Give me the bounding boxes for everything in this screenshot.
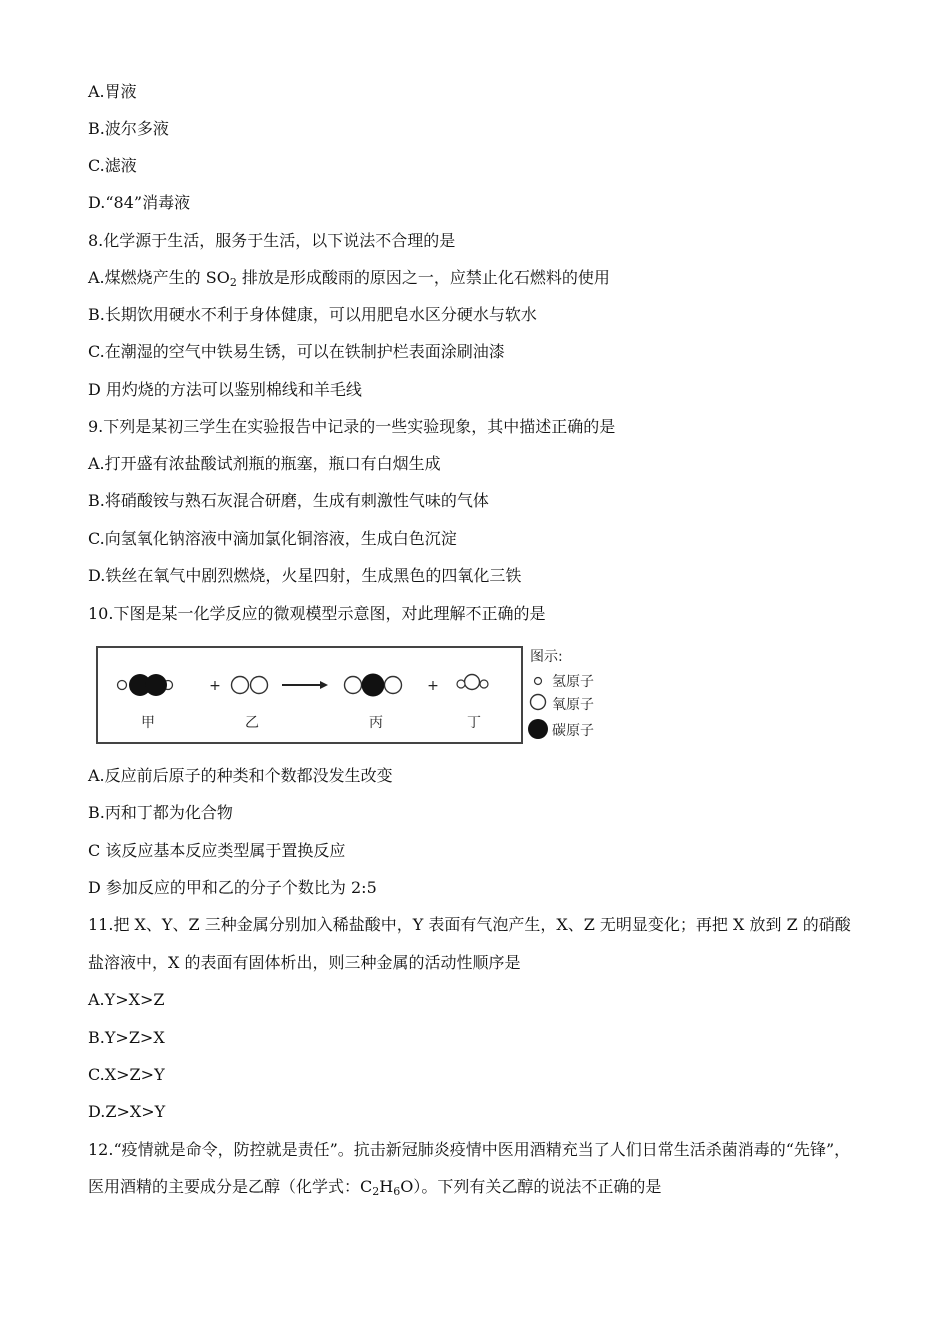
molecule-yi — [232, 677, 268, 694]
question-11-stem-line1: 11.把 X、Y、Z 三种金属分别加入稀盐酸中，Y 表面有气泡产生，X、Z 无明显变化；再把 X 放到 Z 的硝酸 — [88, 915, 851, 934]
legend-carbon-icon — [528, 719, 548, 739]
legend-carbon: 碳原子 — [552, 723, 594, 739]
legend-hydrogen-icon — [535, 678, 542, 685]
diagram-frame — [97, 647, 522, 743]
plus-2: + — [427, 678, 439, 694]
label-ding: 丁 — [467, 715, 481, 731]
option-10c: C 该反应基本反应类型属于置换反应 — [88, 841, 346, 860]
molecule-bing — [345, 674, 402, 697]
molecule-ding — [457, 675, 488, 690]
option-8c: C.在潮湿的空气中铁易生锈，可以在铁制护栏表面涂刷油漆 — [88, 342, 505, 361]
option-8d: D 用灼烧的方法可以鉴别棉线和羊毛线 — [88, 380, 362, 399]
q12-line2-pre: 医用酒精的主要成分是乙醇（化学式：C — [88, 1177, 373, 1196]
label-jia: 甲 — [141, 715, 155, 731]
option-11a: A.Y>X>Z — [88, 990, 165, 1009]
option-9c: C.向氢氧化钠溶液中滴加氯化铜溶液，生成白色沉淀 — [88, 529, 457, 548]
question-10-stem: 10.下图是某一化学反应的微观模型示意图，对此理解不正确的是 — [88, 604, 546, 623]
option-8b: B.长期饮用硬水不利于身体健康，可以用肥皂水区分硬水与软水 — [88, 305, 537, 324]
question-12-stem-line2 — [88, 1177, 661, 1197]
q12-sub-2: 2 — [372, 1185, 380, 1198]
reaction-arrow — [282, 681, 328, 689]
reaction-diagram — [96, 645, 616, 745]
molecule-jia — [118, 674, 173, 696]
option-9b: B.将硝酸铵与熟石灰混合研磨，生成有刺激性气味的气体 — [88, 491, 489, 510]
option-7c: C.滤液 — [88, 156, 137, 175]
option-7d: D.“84”消毒液 — [88, 193, 191, 212]
option-8a — [88, 268, 610, 288]
option-10b: B.丙和丁都为化合物 — [88, 803, 233, 822]
q12-line2-post: O）。下列有关乙醇的说法不正确的是 — [400, 1177, 662, 1196]
option-11b: B.Y>Z>X — [88, 1028, 165, 1047]
question-12-stem-line1: 12.“疫情就是命令，防控就是责任”。抗击新冠肺炎疫情中医用酒精充当了人们日常生活杀菌消毒的“先锋”， — [88, 1140, 851, 1159]
option-11c: C.X>Z>Y — [88, 1065, 165, 1084]
option-7a: A.胃液 — [88, 82, 137, 101]
question-11-stem-line2: 盐溶液中，X 的表面有固体析出，则三种金属的活动性顺序是 — [88, 953, 521, 972]
question-8-stem: 8.化学源于生活，服务于生活，以下说法不合理的是 — [88, 231, 456, 250]
option-8a-post: 排放是形成酸雨的原因之一，应禁止化石燃料的使用 — [236, 268, 610, 287]
option-10d: D 参加反应的甲和乙的分子个数比为 2:5 — [88, 878, 377, 897]
option-7b: B.波尔多液 — [88, 119, 169, 138]
plus-1: + — [209, 678, 221, 694]
option-10a: A.反应前后原子的种类和个数都没发生改变 — [88, 766, 393, 785]
q12-sub-6: 6 — [393, 1185, 401, 1198]
option-9d: D.铁丝在氧气中剧烈燃烧，火星四射，生成黑色的四氧化三铁 — [88, 566, 522, 585]
option-8a-sub: 2 — [229, 276, 237, 289]
label-yi: 乙 — [245, 715, 259, 731]
option-11d: D.Z>X>Y — [88, 1102, 166, 1121]
legend-title: 图示: — [530, 649, 563, 665]
label-bing: 丙 — [369, 715, 383, 731]
question-9-stem: 9.下列是某初三学生在实验报告中记录的一些实验现象，其中描述正确的是 — [88, 417, 616, 436]
q12-h: H — [379, 1177, 394, 1196]
legend-hydrogen: 氢原子 — [552, 674, 594, 690]
option-9a: A.打开盛有浓盐酸试剂瓶的瓶塞，瓶口有白烟生成 — [88, 454, 441, 473]
option-8a-pre: A.煤燃烧产生的 SO — [88, 268, 230, 287]
legend-oxygen: 氧原子 — [552, 697, 594, 713]
legend-oxygen-icon — [531, 695, 546, 710]
